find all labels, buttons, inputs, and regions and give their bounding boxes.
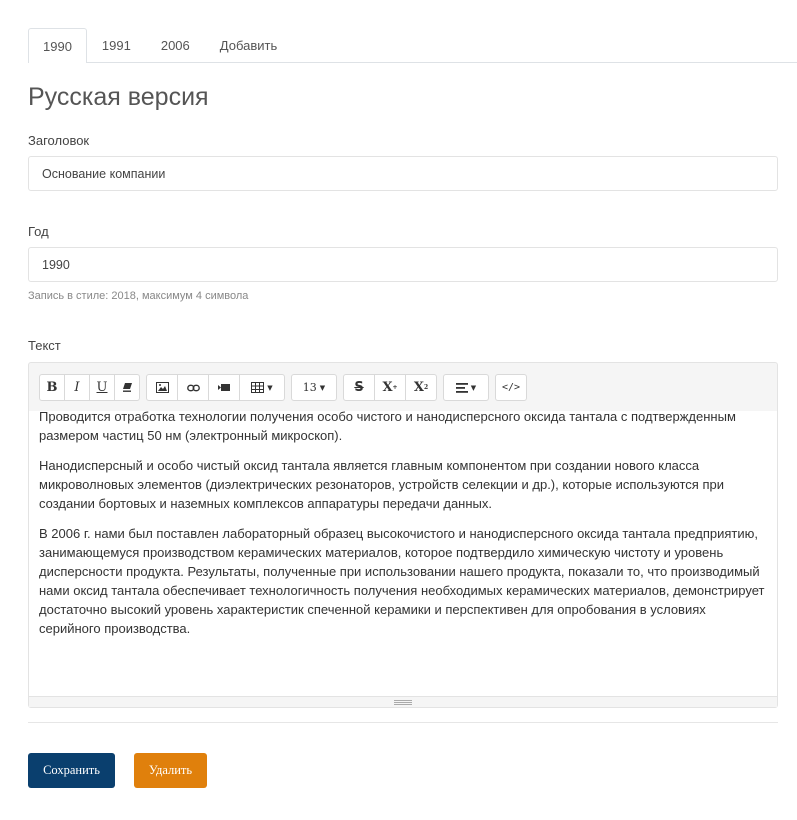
- year-input[interactable]: [28, 247, 778, 282]
- tab-2006[interactable]: 2006: [160, 38, 190, 53]
- year-tabs: [28, 29, 797, 63]
- clear-format-button[interactable]: [114, 374, 140, 401]
- bold-button[interactable]: B: [39, 374, 65, 401]
- save-button[interactable]: Сохранить: [28, 753, 115, 788]
- link-icon: [187, 384, 200, 392]
- paragraph-group: [443, 374, 489, 401]
- editor-resize-handle[interactable]: [29, 696, 777, 707]
- script-group: [343, 374, 437, 401]
- chevron-down-icon: ▼: [470, 383, 477, 392]
- code-group: [495, 374, 527, 401]
- code-view-button[interactable]: </>: [495, 374, 527, 401]
- insert-image-button[interactable]: [146, 374, 178, 401]
- underline-button[interactable]: U: [89, 374, 115, 401]
- superscript-button[interactable]: X +: [374, 374, 406, 401]
- editor-paragraph: Проводится отработка технологии получения особо чистого и нанодисперсного оксида тантала с подтвержденным размером частиц 50 нм (электронный микроскоп).: [39, 411, 736, 443]
- insert-table-button[interactable]: [239, 374, 285, 401]
- tab-add[interactable]: Добавить: [219, 38, 278, 53]
- subscript-button[interactable]: X 2: [405, 374, 437, 401]
- text-label: Текст: [28, 338, 61, 353]
- align-dropdown[interactable]: [443, 374, 489, 401]
- title-label: Заголовок: [28, 133, 90, 148]
- form-divider: [28, 722, 778, 723]
- chevron-down-icon: ▼: [267, 383, 273, 392]
- image-icon: [156, 382, 169, 393]
- format-group: [39, 374, 140, 401]
- font-size-dropdown[interactable]: [291, 374, 337, 401]
- tab-1990[interactable]: 1990: [28, 28, 87, 63]
- editor-toolbar: [29, 363, 777, 411]
- insert-video-button[interactable]: [208, 374, 240, 401]
- editor-paragraph: Нанодисперсный и особо чистый оксид тантала является главным компонентом при создании нового класса микроволновых элементов (диэлектрических резонаторов, устройств селекции и др.), которые используются при создании бортовых и наземных комплексов аппаратуры передачи данных.: [39, 458, 724, 511]
- video-icon: [218, 383, 231, 392]
- insert-group: [146, 374, 285, 401]
- editor-content-area[interactable]: [29, 411, 777, 696]
- italic-button[interactable]: I: [64, 374, 90, 401]
- chevron-down-icon: ▼: [319, 383, 326, 392]
- eraser-icon: [122, 382, 133, 393]
- page-title: Русская версия: [28, 83, 209, 111]
- tab-1991[interactable]: 1991: [101, 38, 131, 53]
- year-hint: Запись в стиле: 2018, максимум 4 символа: [28, 290, 249, 302]
- table-icon: [251, 382, 264, 393]
- font-size-value: 13: [302, 381, 317, 394]
- grip-icon: [394, 700, 412, 705]
- year-label: Год: [28, 224, 49, 239]
- align-icon: [456, 383, 468, 393]
- insert-link-button[interactable]: [177, 374, 209, 401]
- delete-button[interactable]: Удалить: [134, 753, 207, 788]
- font-size-group: [291, 374, 337, 401]
- rich-text-editor: [28, 362, 778, 708]
- editor-paragraph: В 2006 г. нами был поставлен лабораторный образец высокочистого и нанодисперсного оксида тантала предприятию, занимающемуся производством керамических материалов, которое подтвердило химическую чистоту и уровень дисперсности продукта. Результаты, полученные при использовании нашего продукта, показали то, что производимый нами оксид тантала обеспечивает технологичность получения необходимых керамических материалов, демонстрирует достаточно высокий уровень характеристик спеченной керамики и перспективен для опробования в условиях серийного производства.: [39, 526, 765, 636]
- title-input[interactable]: [28, 156, 778, 191]
- strikethrough-button[interactable]: [343, 374, 375, 401]
- strikethrough-icon: S: [354, 380, 364, 395]
